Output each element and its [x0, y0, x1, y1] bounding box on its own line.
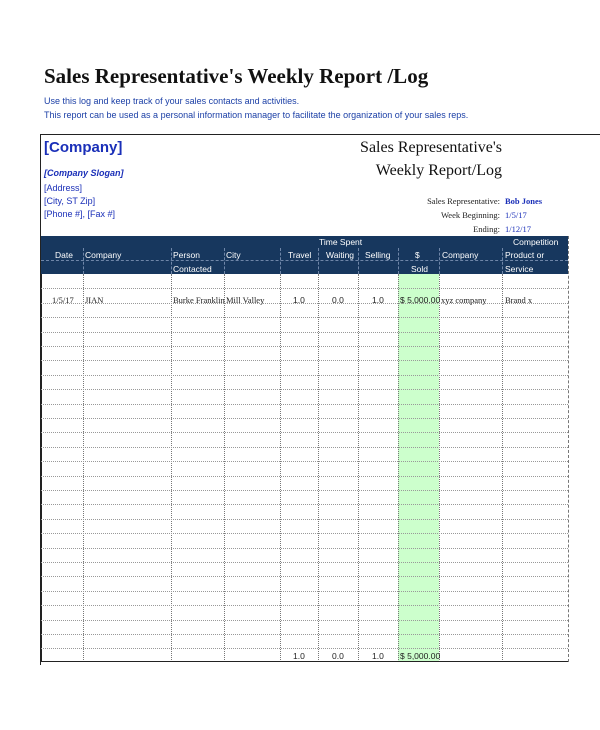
report-title-line-2: Weekly Report/Log — [375, 162, 502, 179]
grid-row-line — [41, 360, 568, 361]
header-separator — [439, 248, 440, 274]
description-line-2: This report can be used as a personal information manager to facilitate the organization of your sales reps. — [44, 110, 469, 120]
grid-row-line — [41, 332, 568, 333]
header-city: City — [226, 250, 241, 260]
grid-row-line — [41, 634, 568, 635]
grid-row-line — [41, 346, 568, 347]
header-product: Product or — [505, 250, 545, 260]
grid-row-line — [41, 504, 568, 505]
grid-row-line — [41, 591, 568, 592]
grid-row-line — [41, 576, 568, 577]
header-comp-company: Company — [442, 250, 479, 260]
header-travel: Travel — [288, 250, 312, 260]
header-separator — [171, 248, 172, 274]
row-1-city[interactable]: Mill Valley — [226, 295, 265, 305]
header-service: Service — [505, 264, 534, 274]
row-1-product[interactable]: Brand x — [505, 295, 533, 305]
row-1-selling[interactable]: 1.0 — [372, 295, 384, 305]
grid-row-line — [41, 389, 568, 390]
grid-row-line — [41, 461, 568, 462]
group-header-dollar: $ — [415, 250, 420, 260]
grid-row-line — [41, 375, 568, 376]
row-1-person[interactable]: Burke Franklin — [173, 295, 225, 305]
company-city[interactable]: [City, ST Zip] — [44, 196, 96, 206]
header-separator — [318, 248, 319, 274]
grid-row-line — [41, 620, 568, 621]
grid-right-border — [568, 236, 569, 662]
header-contacted: Contacted — [173, 264, 212, 274]
group-header-competition: Competition — [513, 237, 559, 247]
grid-row-line — [41, 648, 568, 649]
report-title-line-1: Sales Representative's — [360, 139, 502, 156]
grid-row-line — [41, 490, 568, 491]
header-company: Company — [85, 250, 122, 260]
description-line-1: Use this log and keep track of your sales contacts and activities. — [44, 96, 300, 106]
grid-row-line — [41, 418, 568, 419]
grid-row-line — [41, 447, 568, 448]
total-sold: $ 5,000.00 — [400, 651, 441, 661]
header-date: Date — [55, 250, 73, 260]
grid-row-line — [41, 317, 568, 318]
total-waiting: 0.0 — [332, 651, 344, 661]
week-ending-label: Ending: — [473, 224, 500, 234]
header-waiting: Waiting — [326, 250, 355, 260]
grid-row-line — [41, 404, 568, 405]
grid-row-line — [41, 432, 568, 433]
grid-row-line — [41, 533, 568, 534]
group-header-time-spent: Time Spent — [319, 237, 363, 247]
header-sold: Sold — [411, 264, 429, 274]
rep-value[interactable]: Bob Jones — [505, 196, 543, 206]
header-separator — [398, 248, 399, 274]
company-name[interactable]: [Company] — [44, 139, 123, 156]
total-travel: 1.0 — [293, 651, 305, 661]
week-beginning-value[interactable]: 1/5/17 — [505, 210, 527, 220]
company-address[interactable]: [Address] — [44, 183, 83, 193]
row-1-waiting[interactable]: 0.0 — [332, 295, 344, 305]
header-divider — [41, 260, 568, 261]
row-1-company[interactable]: JIAN — [85, 295, 104, 305]
header-separator — [358, 248, 359, 274]
grid-row-line — [41, 548, 568, 549]
grid-row-line — [41, 288, 568, 289]
company-slogan[interactable]: [Company Slogan] — [44, 168, 124, 178]
rep-label: Sales Representative: — [427, 196, 500, 206]
header-separator — [83, 248, 84, 274]
grid-bottom-border — [41, 661, 568, 662]
row-1-date[interactable]: 1/5/17 — [52, 295, 74, 305]
row-1-sold[interactable]: $ 5,000.00 — [400, 295, 441, 305]
company-phone-fax[interactable]: [Phone #], [Fax #] — [44, 209, 116, 219]
header-person: Person — [173, 250, 200, 260]
total-selling: 1.0 — [372, 651, 384, 661]
row-1-comp-company[interactable]: xyz company — [441, 295, 487, 305]
grid-row-line — [41, 519, 568, 520]
header-separator — [224, 248, 225, 274]
header-selling: Selling — [365, 250, 391, 260]
header-separator — [502, 248, 503, 274]
grid-row-line — [41, 562, 568, 563]
row-1-travel[interactable]: 1.0 — [293, 295, 305, 305]
header-separator — [280, 248, 281, 274]
week-beginning-label: Week Beginning: — [440, 210, 500, 220]
grid-row-line — [41, 605, 568, 606]
grid-row-line — [41, 476, 568, 477]
week-ending-value[interactable]: 1/12/17 — [505, 224, 531, 234]
page-title: Sales Representative's Weekly Report /Log — [44, 64, 429, 88]
